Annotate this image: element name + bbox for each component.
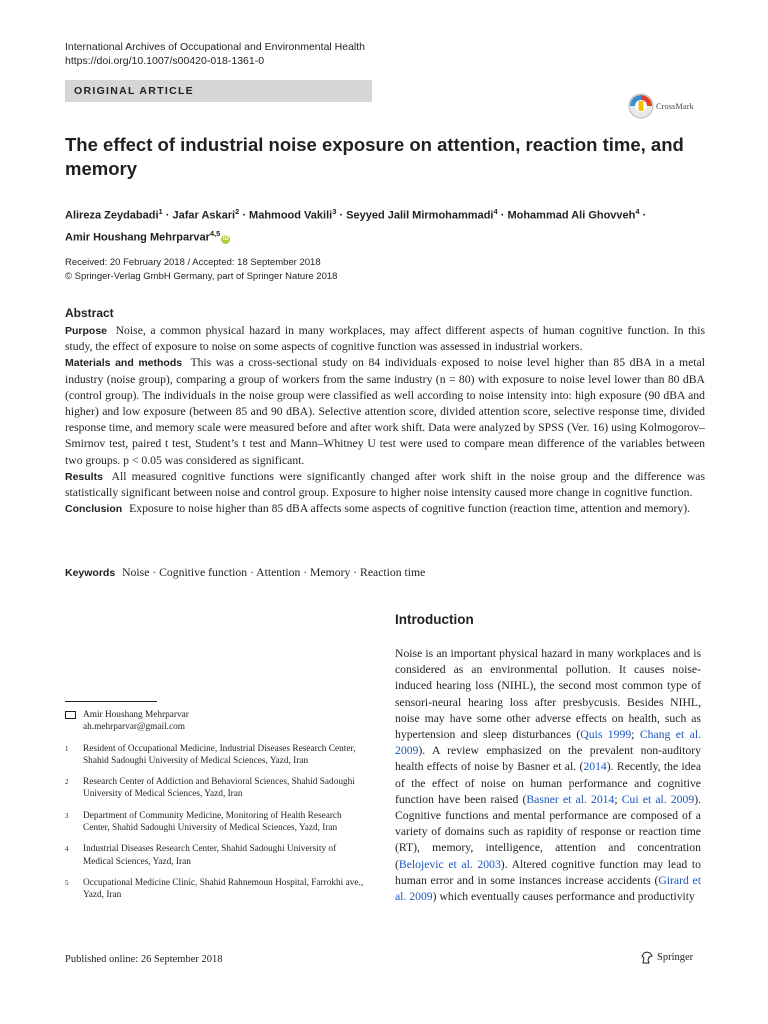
- author-affiliation: 4: [635, 207, 640, 216]
- citation-link[interactable]: Quis 1999: [580, 728, 632, 742]
- article-title: The effect of industrial noise exposure on attention, reaction time, and memory: [65, 134, 684, 179]
- keywords-label: Keywords: [65, 567, 116, 579]
- received-accepted-dates: Received: 20 February 2018 / Accepted: 18 September 2018: [65, 257, 321, 268]
- intro-text: ;: [631, 728, 640, 742]
- crossmark-label: CrossMark: [656, 101, 694, 111]
- citation-link[interactable]: Belojevic et al. 2003: [398, 857, 501, 871]
- introduction-body: [395, 646, 701, 905]
- intro-text: ). A review emphasized on the prevalent non-auditory health effects of noise by Basner et al. (: [395, 744, 701, 774]
- abstract-heading: Abstract: [65, 306, 114, 320]
- author-name[interactable]: Mahmood Vakili: [249, 209, 333, 222]
- publisher-name: Springer: [657, 952, 694, 963]
- affiliation-text: Industrial Diseases Research Center, Shahid Sadoughi University of Medical Sciences, Yazd, Iran: [83, 844, 337, 867]
- citation-link[interactable]: Girard et al. 2009: [395, 873, 701, 904]
- author-affiliation: 1: [158, 207, 163, 216]
- purpose-label: Purpose: [65, 325, 108, 337]
- results-label: Results: [65, 470, 103, 483]
- citation-link[interactable]: Basner et al. 2014: [526, 792, 615, 806]
- article-type-banner: ORIGINAL ARTICLE: [65, 80, 372, 102]
- abstract-methods: [65, 355, 705, 468]
- author-affiliation: 2: [235, 207, 240, 216]
- affiliation-number: 2: [65, 778, 69, 787]
- purpose-text: Noise, a common physical hazard in many workplaces, may affect different aspects of human cognitive function. In this study, the effect of exposure to noise on some aspects of cognitive function was assessed in industrial workers.: [65, 324, 706, 354]
- citation-link[interactable]: Cui et al. 2009: [621, 792, 695, 806]
- affiliation-item: [65, 776, 365, 801]
- affiliation-text: Department of Community Medicine, Monitoring of Health Research Center, Shahid Sadoughi University of Medical Sciences, Yazd, Iran: [83, 810, 342, 834]
- mail-icon: [65, 711, 76, 719]
- author-affiliation: 3: [332, 207, 337, 216]
- abstract-results: [65, 469, 705, 501]
- intro-text: ) which eventually causes performance and productivity: [432, 890, 695, 904]
- contact-name: Amir Houshang Mehrparvar: [83, 710, 189, 720]
- affiliation-text: Resident of Occupational Medicine, Industrial Diseases Research Center, Shahid Sadoughi University of Medical Sciences, Yazd, Iran: [83, 743, 356, 766]
- conclusion-text: Exposure to noise higher than 85 dBA affects some aspects of cognitive function (reaction time, attention and memory).: [129, 502, 691, 516]
- publication-dates: [65, 256, 337, 284]
- published-online-date: Published online: 26 September 2018: [65, 954, 223, 965]
- crossmark-icon: [628, 93, 654, 119]
- crossmark-badge[interactable]: [628, 93, 694, 119]
- author-name[interactable]: Alireza Zeydabadi: [65, 209, 159, 222]
- author-affiliation: 4,5: [209, 228, 221, 238]
- footnotes: [65, 709, 365, 911]
- affiliation-text: Research Center of Addiction and Behavioral Sciences, Shahid Sadoughi University of Medical Sciences, Yazd, Iran: [83, 777, 355, 800]
- author-name[interactable]: Mohammad Ali Ghovveh: [507, 209, 636, 222]
- author-name[interactable]: Jafar Askari: [172, 209, 236, 222]
- methods-text: This was a cross-sectional study on 84 individuals exposed to noise level higher than 85 dBA in a metal industry (noise group), comparing a group of workers from the same industry (n = 80) with exposure to noise level lower than 80 dBA (control group). The individuals in the noise group were classified as well according to noise intensity into: high exposure (90 dBA and higher) and low exposure (between 85 and 90 dBA). Selective attention score, divided attention score, selective response time, divided response time, and memory scale were measured before and after work shift. Data were analyzed by SPSS (Ver. 16) using Kolmogorov–Smirnov test, paired t test, Student’s t test and Mann–Whitney U test were used to compare mean difference of the variables between two groups. p < 0.05 was considered as significant.: [65, 356, 705, 467]
- doi-link[interactable]: https://doi.org/10.1007/s00420-018-1361-0: [65, 55, 265, 67]
- abstract-purpose: [65, 323, 705, 355]
- orcid-icon[interactable]: iD: [222, 236, 229, 243]
- affiliation-item: [65, 810, 365, 835]
- affiliation-item: [65, 877, 365, 902]
- results-text: All measured cognitive functions were significantly changed after work shift in the noise group and the difference was statistically significant between noise and control group. Exposure to higher noise intensity caused more change in cognitive function.: [65, 469, 705, 500]
- intro-text: Noise is an important physical hazard in many workplaces and is considered as an environmental pollution. It causes noise-induced hearing loss (NIHL), the second most common type of sensori-neural hearing loss after presbycusis. Besides NIHL, noise may have some other adverse effects on health, such as hypertension and sleep disturbances (: [395, 647, 701, 742]
- footnote-divider: [65, 701, 157, 702]
- intro-text: ). Cognitive functions and mental performance are composed of a variety of domains such as rapidity of response or reaction time (RT), memory, intelligence, attention and concentration (: [395, 792, 702, 871]
- abstract-body: [65, 323, 705, 517]
- author-name[interactable]: Amir Houshang Mehrparvar: [65, 231, 210, 244]
- affiliation-number: 4: [65, 845, 69, 854]
- keywords: [65, 566, 425, 579]
- keywords-text: Noise · Cognitive function · Attention · Memory · Reaction time: [122, 566, 426, 579]
- contact-email[interactable]: ah.mehrparvar@gmail.com: [83, 722, 186, 733]
- affiliation-text: Occupational Medicine Clinic, Shahid Rahnemoun Hospital, Farrokhi ave., Yazd, Iran: [83, 877, 364, 901]
- journal-header: [65, 40, 365, 68]
- intro-text: ). Altered cognitive function may lead to human error and in some instances increase accidents (: [395, 857, 701, 887]
- introduction-heading: Introduction: [395, 612, 474, 627]
- intro-text: ). Recently, the idea of the effect of noise on human performance and cognitive function have been raised (: [395, 760, 702, 806]
- affiliation-number: 3: [65, 811, 69, 820]
- methods-label: Materials and methods: [65, 357, 183, 370]
- author-name[interactable]: Seyyed Jalil Mirmohammadi: [346, 209, 494, 222]
- copyright-notice: © Springer-Verlag GmbH Germany, part of Springer Nature 2018: [65, 271, 338, 282]
- springer-horse-icon: [641, 951, 653, 964]
- journal-name: International Archives of Occupational and Environmental Health: [65, 41, 366, 53]
- citation-link[interactable]: Chang et al. 2009: [395, 728, 701, 758]
- affiliation-item: [65, 843, 365, 868]
- author-list: Alireza Zeydabadi$^1$ · Jafar Askari$^2$ · Mahmood Vakili$^3$ · Seyyed Jalil Mirmohammadi$^4$ · Mohammad Ali Ghovveh$^4$ · Amir Houshang Mehrparvar$^{4,5}$iD: [65, 207, 647, 244]
- author-affiliation: 4: [493, 207, 498, 216]
- citation-link[interactable]: 2014: [583, 760, 607, 774]
- conclusion-label: Conclusion: [65, 503, 123, 516]
- corresponding-author: [65, 709, 365, 734]
- affiliation-item: [65, 743, 365, 768]
- abstract-conclusion: [65, 501, 705, 517]
- affiliation-number: 1: [65, 744, 69, 753]
- intro-text: ;: [614, 792, 622, 806]
- affiliation-number: 5: [65, 878, 69, 887]
- springer-logo[interactable]: [641, 951, 693, 964]
